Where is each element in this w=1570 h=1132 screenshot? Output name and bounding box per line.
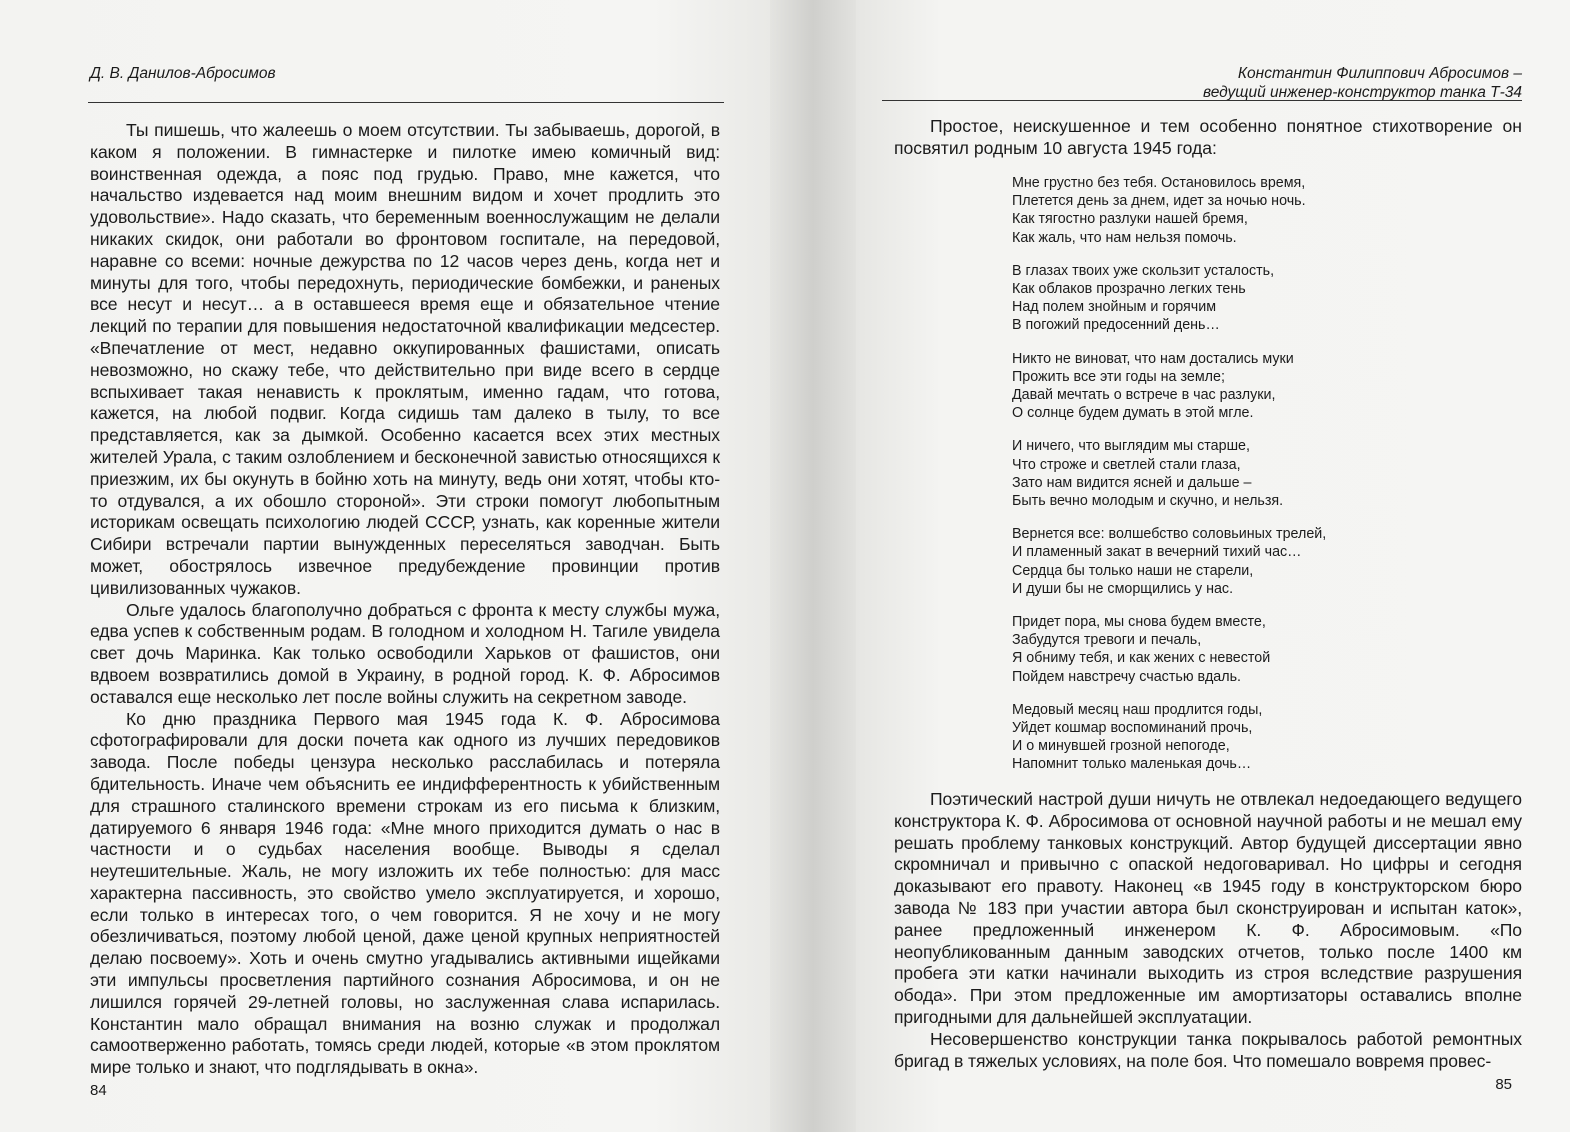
poem-line: Быть вечно молодым и скучно, и нельзя. — [1012, 493, 1284, 510]
right-page — [856, 0, 1570, 1132]
running-head-right — [902, 64, 1522, 102]
poem-stanza — [1012, 437, 1532, 510]
poem-line: И души бы не сморщились у нас. — [1012, 580, 1234, 597]
book-gutter — [770, 0, 856, 1132]
poem-stanza — [1012, 613, 1532, 686]
paragraph: Простое, неискушенное и тем особенно понятное стихотворение он посвятил родным 10 августа 1945 года: — [894, 116, 1522, 158]
poem-line: В погожий предосенний день… — [1012, 317, 1220, 334]
paragraph: Ко дню праздника Первого мая 1945 года К. Ф. Абросимова сфотографировали для доски почета как одного из лучших передовиков завода. После победы цензура несколько расслабилась и потеряла бдительность. Иначе чем объяснить ее индифферентность к убийственным для страшного сталинского времени строкам из его письма к близким, датируемого 6 января 1946 года: «Мне много приходится думать о нас в частности и о судьбах населения вообще. Выводы я сделал неутешительные. Жаль, не могу изложить их тебе полностью: для масс характерна пассивность, это свойство умело эксплуатируется, и хорошо, если только в интересах того, о чем говорится. Я не хочу и не могу обезличиваться, поэтому любой ценой, даже ценой крупных неприятностей делаю посвоему». Хоть и очень смутно угадывались активными ищейками эти импульсы просветления партийного сознания Абросимова, и он не лишился горячей 29-летней головы, но заслуженная слава испарилась. Константин мало обращал внимания на возню служак и продолжал самоотверженно работать, томясь среди людей, которые «в этом проклятом мире только и знают, что подглядывать в окна». — [90, 708, 720, 1078]
paragraph: Ты пишешь, что жалеешь о моем отсутствии. Ты забываешь, дорогой, в каком я положении. В гимнастерке и пилотке имею комичный вид: воинственная одежда, а пояс под грудью. Право, мне кажется, что начальство издевается над моим внешним видом и хочет продлить это удовольствие». Надо сказать, что беременным военнослужащим не делали никаких скидок, они работали во фронтовом госпитале, на передовой, наравне со всеми: ночные дежурства по 12 часов через день, когда нет и минуты для того, чтобы передохнуть, периодические бомбежки, и раненых все несут и несут… а в оставшееся время еще и обязательное чтение лекций по терапии для повышения недостаточной квалификации медсестер. «Впечатление от мест, недавно оккупированных фашистами, описать невозможно, но скажу тебе, что действительно при виде всего в сердце вспыхивает такая ненависть к проклятым, именно гадам, что готова, кажется, на любой подвиг. Когда сидишь там далеко в тылу, то все представляется, как за дымкой. Особенно касается всех этих местных жителей Урала, с таким озлоблением и бесконечной завистью относящихся к приезжим, их бы окунуть в бойню хоть на минуту, ведь они хотят, чтобы кто-то отдувался, а их обошло стороной». Эти строки помогут любопытным историкам освещать психологию людей СССР, узнать, как коренные жители Сибири встречали партии вынужденных переселяться заводчан. Быть может, обострялось извечное предубеждение провинции против цивилизованных чужаков. — [90, 120, 720, 598]
poem-line: Давай мечтать о встрече в час разлуки, — [1012, 387, 1276, 404]
poem-line: И о минувшей грозной непогоде, — [1012, 738, 1230, 755]
page-number-right: 85 — [1495, 1076, 1512, 1093]
paragraph: Несовершенство конструкции танка покрывалось работой ремонтных бригад в тяжелых условиях, на поле боя. Что помешало вовремя провес- — [894, 1028, 1522, 1071]
poem-stanza — [1012, 525, 1532, 598]
poem-line: Сердца бы только наши не старели, — [1012, 562, 1254, 579]
poem-line: Вернется все: волшебство соловьиных трелей, — [1012, 526, 1327, 543]
poem-line: Забудутся тревоги и печаль, — [1012, 632, 1202, 649]
poem-stanza — [1012, 174, 1532, 247]
page-number-left: 84 — [90, 1082, 107, 1099]
header-rule-right — [882, 100, 1522, 101]
poem-line: Над полем знойным и горячим — [1012, 299, 1217, 316]
poem-intro — [894, 116, 1522, 160]
poem-stanza — [1012, 350, 1532, 423]
poem-line: Медовый месяц наш продлится годы, — [1012, 701, 1263, 718]
poem-line: Напомнит только маленькая дочь… — [1012, 756, 1252, 773]
running-head-left: Д. В. Данилов-Абросимов — [90, 65, 276, 82]
poem-line: Зато нам видится ясней и дальше – — [1012, 474, 1252, 491]
poem-stanza — [1012, 262, 1532, 335]
poem-line: Как жаль, что нам нельзя помочь. — [1012, 229, 1237, 246]
running-head-line: Константин Филиппович Абросимов – — [1237, 65, 1522, 82]
poem — [1012, 174, 1532, 789]
poem-line: Как облаков прозрачно легких тень — [1012, 281, 1246, 298]
poem-line: Никто не виноват, что нам достались муки — [1012, 350, 1294, 367]
paragraph: Ольге удалось благополучно добраться с фронта к месту службы мужа, едва успев к собственным родам. В голодном и холодном Н. Тагиле увидела свет дочь Маринка. Как только освободили Харьков от фашистов, они вдвоем возвратились домой в Украину, в родной город. К. Ф. Абросимов оставался еще несколько лет после войны служить на секретном заводе. — [90, 599, 720, 707]
poem-line: И пламенный закат в вечерний тихий час… — [1012, 544, 1302, 561]
poem-line: Уйдет кошмар воспоминаний прочь, — [1012, 720, 1253, 737]
poem-line: И ничего, что выглядим мы старше, — [1012, 438, 1250, 455]
poem-line: Прожить все эти годы на земле; — [1012, 368, 1225, 385]
header-rule-left — [88, 102, 724, 103]
running-head-line: ведущий инженер-конструктор танка Т-34 — [1202, 84, 1522, 101]
poem-line: О солнце будем думать в этой мгле. — [1012, 405, 1254, 422]
left-page — [0, 0, 770, 1132]
right-body-text — [894, 789, 1522, 1072]
poem-line: Придет пора, мы снова будем вместе, — [1012, 614, 1266, 631]
poem-line: Пойдем навстречу счастью вдаль. — [1012, 668, 1242, 685]
poem-line: Мне грустно без тебя. Остановилось время, — [1012, 175, 1306, 191]
poem-line: В глазах твоих уже скользит усталость, — [1012, 262, 1275, 279]
poem-line: Что строже и светлей стали глаза, — [1012, 456, 1241, 473]
paragraph: Поэтический настрой души ничуть не отвлекал недоедающего ведущего конструктора К. Ф. Абросимова от основной научной работы и не мешал ему решать проблему танковых конструкций. Автор будущей диссертации явно скромничал и привычно с опаской недоговаривал. Но цифры и сегодня доказывают его правоту. Наконец «в 1945 году в конструкторском бюро завода № 183 при участии автора был сконструирован и испытан каток», ранее предложенный инженером К. Ф. Абросимовым. «По неопубликованным данным заводских отчетов, только после 1400 км пробега эти катки начинали выходить из строя вследствие разрушения обода». При этом предложенные им амортизаторы оставались вполне пригодными для дальнейшей эксплуатации. — [894, 789, 1522, 1027]
left-body-text — [90, 120, 720, 1079]
poem-line: Плетется день за днем, идет за ночью ночь. — [1012, 193, 1306, 210]
poem-stanza — [1012, 701, 1532, 774]
poem-line: Я обниму тебя, и как жених с невестой — [1012, 650, 1271, 667]
poem-line: Как тягостно разлуки нашей бремя, — [1012, 211, 1248, 228]
